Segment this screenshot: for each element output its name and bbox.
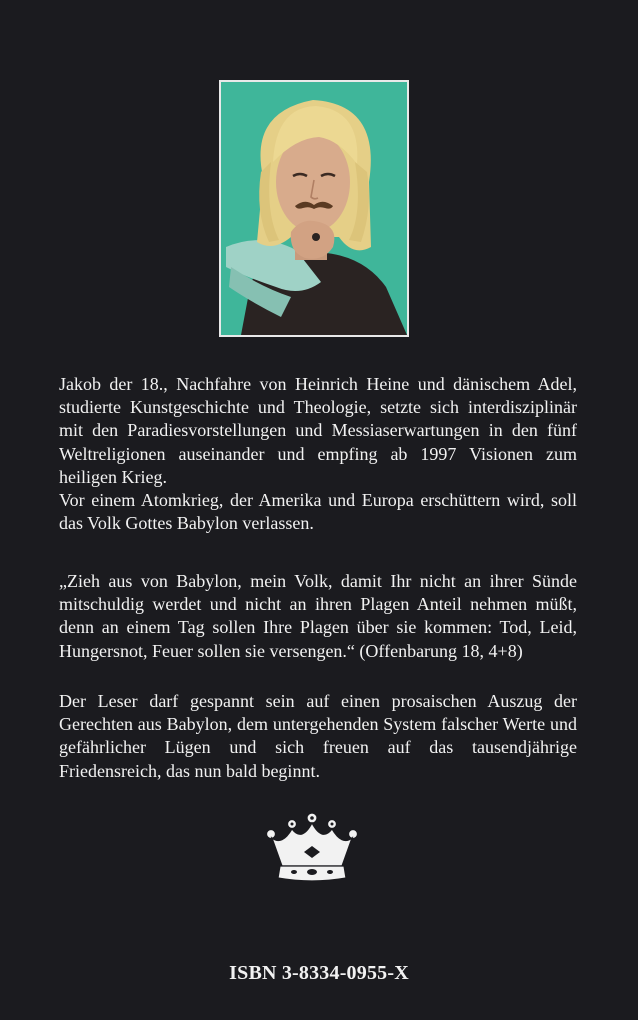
revelation-quote [59, 570, 577, 663]
quote-paragraph: „Zieh aus von Babylon, mein Volk, damit Ihr nicht an ihrer Sünde mitschuldig werdet und nicht an ihren Plagen Anteil nehmen müßt, denn an einem Tag sollen Ihre Plagen über sie kommen: Tod, Leid, Hungersnot, Feuer sollen sie versengen.“ (Offenbarung 18, 4+8) [59, 571, 577, 661]
bio-paragraph: Jakob der 18., Nachfahre von Heinrich Heine und dänischem Adel, studierte Kunstgeschichte und Theologie, setzte sich interdisziplinär mit den Paradiesvorstellungen und Messiaserwartungen in den fünf Weltreligionen auseinander und empfing ab 1997 Visionen zum heiligen Krieg. [59, 374, 577, 487]
author-portrait-illustration [221, 82, 407, 335]
bio-paragraph: Vor einem Atomkrieg, der Amerika und Europa erschüttern wird, soll das Volk Gottes Babylon verlassen. [59, 490, 577, 534]
author-bio [59, 373, 577, 535]
reader-paragraph: Der Leser darf gespannt sein auf einen prosaischen Auszug der Gerechten aus Babylon, dem untergehenden System falscher Werte und gefährlicher Lügen und sich freuen auf das tausendjährige Friedensreich, das nun bald beginnt. [59, 691, 577, 781]
author-portrait [219, 80, 409, 337]
isbn: ISBN 3-8334-0955-X [229, 962, 409, 984]
crown-icon [264, 812, 360, 884]
reader-blurb [59, 690, 577, 783]
